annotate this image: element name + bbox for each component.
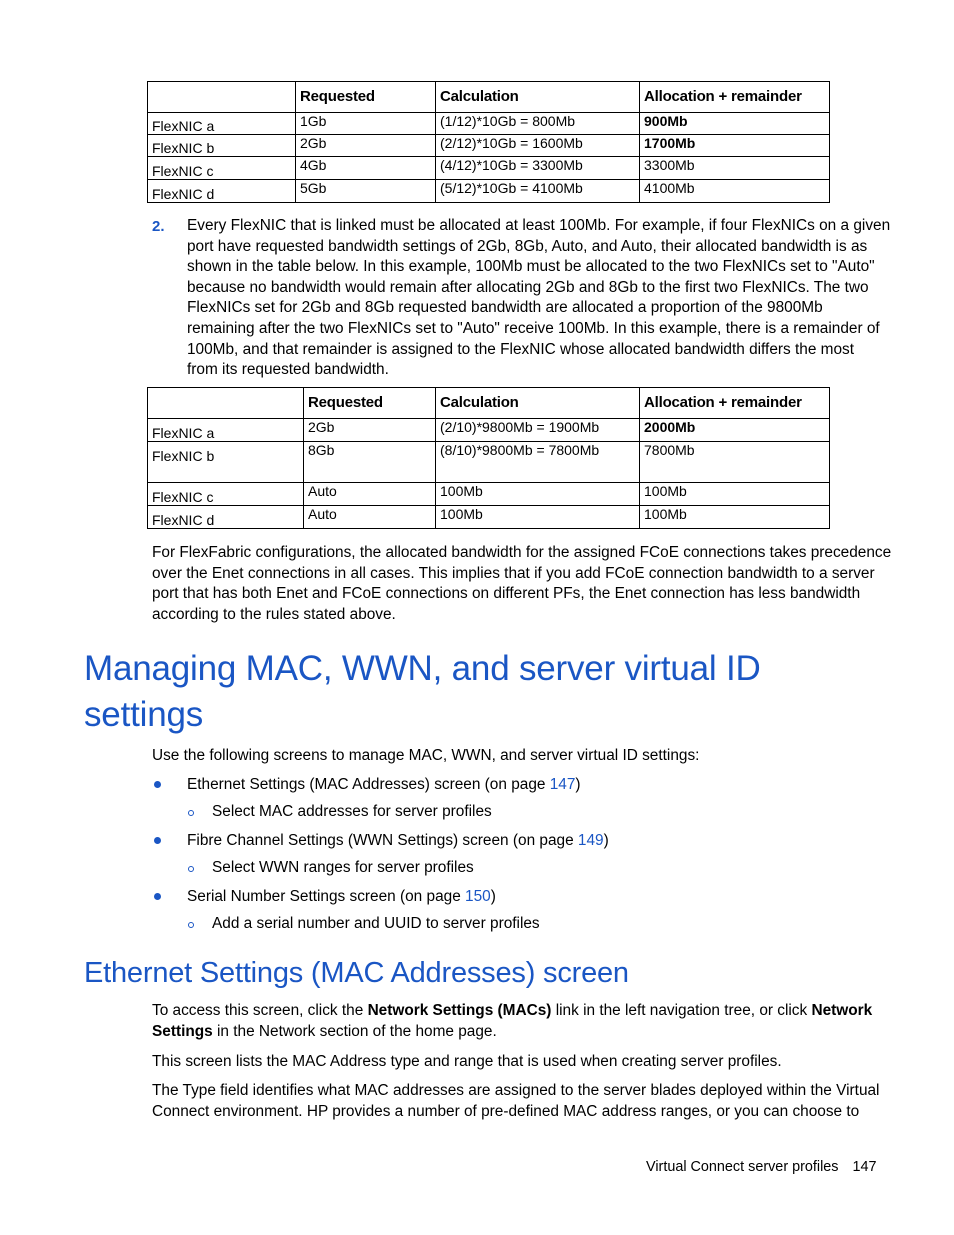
text-line: Every FlexNIC that is linked must be allocated at least 100Mb. For example, if four FlexNICs on a given [187, 217, 891, 234]
text-line: Connect environment. HP provides a number of pre-defined MAC address ranges, or you can choose to [152, 1102, 860, 1120]
bold-term: Network Settings (MACs) [367, 1002, 552, 1019]
calculation-cell: (1/12)*10Gb = 800Mb [436, 113, 640, 135]
calculation-cell: (8/10)*9800Mb = 7800Mb [436, 442, 640, 483]
text-run: in the Network section of the home page. [212, 1022, 497, 1040]
table-row [148, 157, 830, 180]
list-item-text: Ethernet Settings (MAC Addresses) screen (on page [187, 776, 550, 793]
list-item-text: ) [490, 888, 496, 905]
calculation-cell: (2/12)*10Gb = 1600Mb [436, 135, 640, 157]
list-item-text: Serial Number Settings screen (on page [187, 888, 466, 905]
allocation-cell: 1700Mb [640, 135, 830, 157]
table-row [148, 483, 830, 506]
text-line: over the Enet connections in all cases. This implies that if you add FCoE connection bandwidth to a server [152, 564, 875, 582]
allocation-cell: 7800Mb [640, 442, 830, 483]
screen-description: This screen lists the MAC Address type and range that is used when creating server profiles. [152, 1053, 782, 1070]
row-label: FlexNIC b [148, 135, 296, 157]
table-header-cell: Allocation + remainder [640, 388, 830, 419]
table-header-cell: Requested [304, 388, 436, 419]
calculation-cell: 100Mb [436, 483, 640, 506]
page-link[interactable]: 150 [465, 888, 491, 905]
page-footer [646, 1159, 877, 1175]
heading-line: settings [84, 695, 204, 734]
text-line: shown in the table below. In this example, 100Mb must be allocated to the two FlexNICs set to "Auto" [187, 258, 875, 276]
table-header-cell: Calculation [436, 82, 640, 113]
sub-list-item: Select WWN ranges for server profiles [212, 859, 474, 876]
allocation-cell: 3300Mb [640, 157, 830, 180]
row-label: FlexNIC c [148, 157, 296, 180]
sub-bullet-icon [188, 810, 194, 816]
sub-bullet-icon [188, 922, 194, 928]
table-header-cell: Allocation + remainder [640, 82, 830, 113]
allocation-cell: 900Mb [640, 113, 830, 135]
list-item-text: Fibre Channel Settings (WWN Settings) screen (on page [187, 832, 578, 849]
table-header-cell [148, 388, 304, 419]
text-line: remaining after the two FlexNICs set to "Auto" receive 100Mb. In this example, there is a remainder of [187, 319, 880, 337]
list-item [187, 831, 609, 851]
list-item-text: ) [575, 776, 581, 793]
table-row [148, 419, 830, 442]
table-header-row [148, 82, 830, 113]
table-header-cell: Requested [296, 82, 436, 113]
page-link[interactable]: 149 [577, 832, 604, 849]
text-line: The Type field identifies what MAC addresses are assigned to the server blades deployed within the Virtual [152, 1082, 880, 1099]
row-label: FlexNIC d [148, 180, 296, 203]
row-label: FlexNIC c [148, 483, 304, 506]
requested-cell: 4Gb [296, 157, 436, 180]
step-2-paragraph [187, 216, 891, 381]
allocation-cell: 100Mb [640, 483, 830, 506]
table-header-row [148, 388, 830, 419]
allocation-cell: 2000Mb [640, 419, 830, 442]
bold-term: Network [811, 1002, 873, 1019]
sub-list-item: Add a serial number and UUID to server profiles [212, 915, 540, 932]
calculation-cell: (5/12)*10Gb = 4100Mb [436, 180, 640, 203]
bullet-icon [154, 781, 161, 788]
section-intro: Use the following screens to manage MAC, WWN, and server virtual ID settings: [152, 747, 700, 764]
row-label: FlexNIC d [148, 506, 304, 529]
bullet-icon [154, 893, 161, 900]
footer-text: Virtual Connect server profiles [646, 1159, 839, 1175]
requested-cell: Auto [304, 506, 436, 529]
table-row [148, 180, 830, 203]
text-line: 100Mb, and that remainder is assigned to the FlexNIC whose allocated bandwidth differs the most [187, 340, 855, 358]
list-item [187, 775, 581, 795]
table-row [148, 506, 830, 529]
bandwidth-table-1 [147, 81, 830, 203]
type-paragraph [152, 1081, 879, 1122]
calculation-cell: (4/12)*10Gb = 3300Mb [436, 157, 640, 180]
subsection-heading: Ethernet Settings (MAC Addresses) screen [84, 957, 629, 989]
text-line: according to the rules stated above. [152, 605, 396, 623]
list-item-text: ) [603, 832, 609, 849]
requested-cell: 8Gb [304, 442, 436, 483]
text-line [152, 1001, 872, 1022]
text-line: port have requested bandwidth settings of 2Gb, 8Gb, Auto, and Auto, their allocated bandwidth is as [187, 237, 868, 255]
list-item [187, 887, 496, 907]
requested-cell: 2Gb [296, 135, 436, 157]
flexfabric-paragraph [152, 543, 892, 625]
text-line [152, 1022, 872, 1043]
bold-term: Settings [152, 1022, 213, 1040]
row-label: FlexNIC a [148, 419, 304, 442]
text-run: To access this screen, click the [152, 1002, 368, 1019]
page-link[interactable]: 147 [549, 776, 576, 793]
allocation-cell: 4100Mb [640, 180, 830, 203]
calculation-cell: 100Mb [436, 506, 640, 529]
text-line: port that has both Enet and FCoE connections on different PFs, the Enet connection has less bandwidth [152, 585, 861, 603]
text-run: link in the left navigation tree, or click [551, 1002, 812, 1019]
calculation-cell: (2/10)*9800Mb = 1900Mb [436, 419, 640, 442]
text-line: For FlexFabric configurations, the allocated bandwidth for the assigned FCoE connections takes precedence [152, 544, 892, 561]
requested-cell: 2Gb [304, 419, 436, 442]
table-row [148, 442, 830, 483]
row-label: FlexNIC b [148, 442, 304, 483]
text-line: from its requested bandwidth. [187, 361, 389, 379]
requested-cell: 1Gb [296, 113, 436, 135]
table-row [148, 113, 830, 135]
text-line: FlexNICs set for 2Gb and 8Gb requested bandwidth are allocated a proportion of the 9800Mb [187, 299, 823, 317]
access-paragraph [152, 1001, 872, 1042]
bandwidth-table-2 [147, 387, 830, 529]
requested-cell: 5Gb [296, 180, 436, 203]
table-header-cell [148, 82, 296, 113]
allocation-cell: 100Mb [640, 506, 830, 529]
step-number: 2. [152, 218, 165, 235]
table-row [148, 135, 830, 157]
page-number: 147 [852, 1159, 877, 1175]
sub-bullet-icon [188, 866, 194, 872]
requested-cell: Auto [304, 483, 436, 506]
text-line: because no bandwidth would remain after allocating 2Gb and 8Gb to the first two FlexNICs. The two [187, 278, 869, 296]
table-header-cell: Calculation [436, 388, 640, 419]
heading-line: Managing MAC, WWN, and server virtual ID [84, 649, 761, 688]
section-heading [84, 646, 761, 738]
row-label: FlexNIC a [148, 113, 296, 135]
sub-list-item: Select MAC addresses for server profiles [212, 803, 492, 820]
bullet-icon [154, 837, 161, 844]
